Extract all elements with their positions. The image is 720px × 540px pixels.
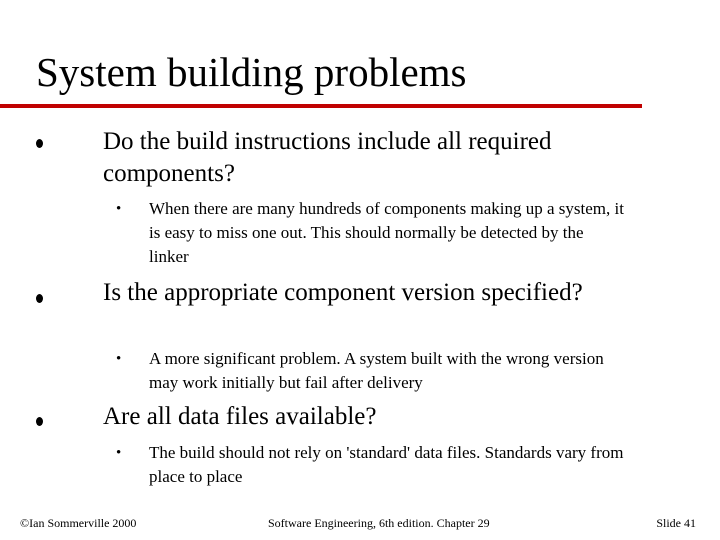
bullet-dot-icon <box>36 294 43 303</box>
title-underline <box>0 104 642 108</box>
footer-slide-number: Slide 41 <box>656 516 696 530</box>
bullet-sub-1: When there are many hundreds of components making up a system, it is easy to miss one out. This should normally be detected by the linker <box>149 199 624 266</box>
bullet-main-1: Do the build instructions include all required components? <box>103 128 552 187</box>
bullet-main-2: Is the appropriate component version specified? <box>103 279 583 306</box>
footer-book-title: Software Engineering, 6th edition. Chapter 29 <box>268 516 490 530</box>
sub-bullet-dot-icon: • <box>116 351 122 367</box>
bullet-dot-icon <box>36 417 43 426</box>
sub-bullet-dot-icon: • <box>116 201 122 217</box>
slide-title: System building problems <box>36 49 467 95</box>
bullet-sub-3: The build should not rely on 'standard' data files. Standards vary from place to place <box>149 443 624 486</box>
bullet-main-3: Are all data files available? <box>103 403 377 430</box>
bullet-sub-2: A more significant problem. A system built with the wrong version may work initially but fail after delivery <box>149 349 604 392</box>
sub-bullet-dot-icon: • <box>116 445 122 461</box>
bullet-dot-icon <box>36 139 43 148</box>
footer-copyright: ©Ian Sommerville 2000 <box>20 516 137 530</box>
